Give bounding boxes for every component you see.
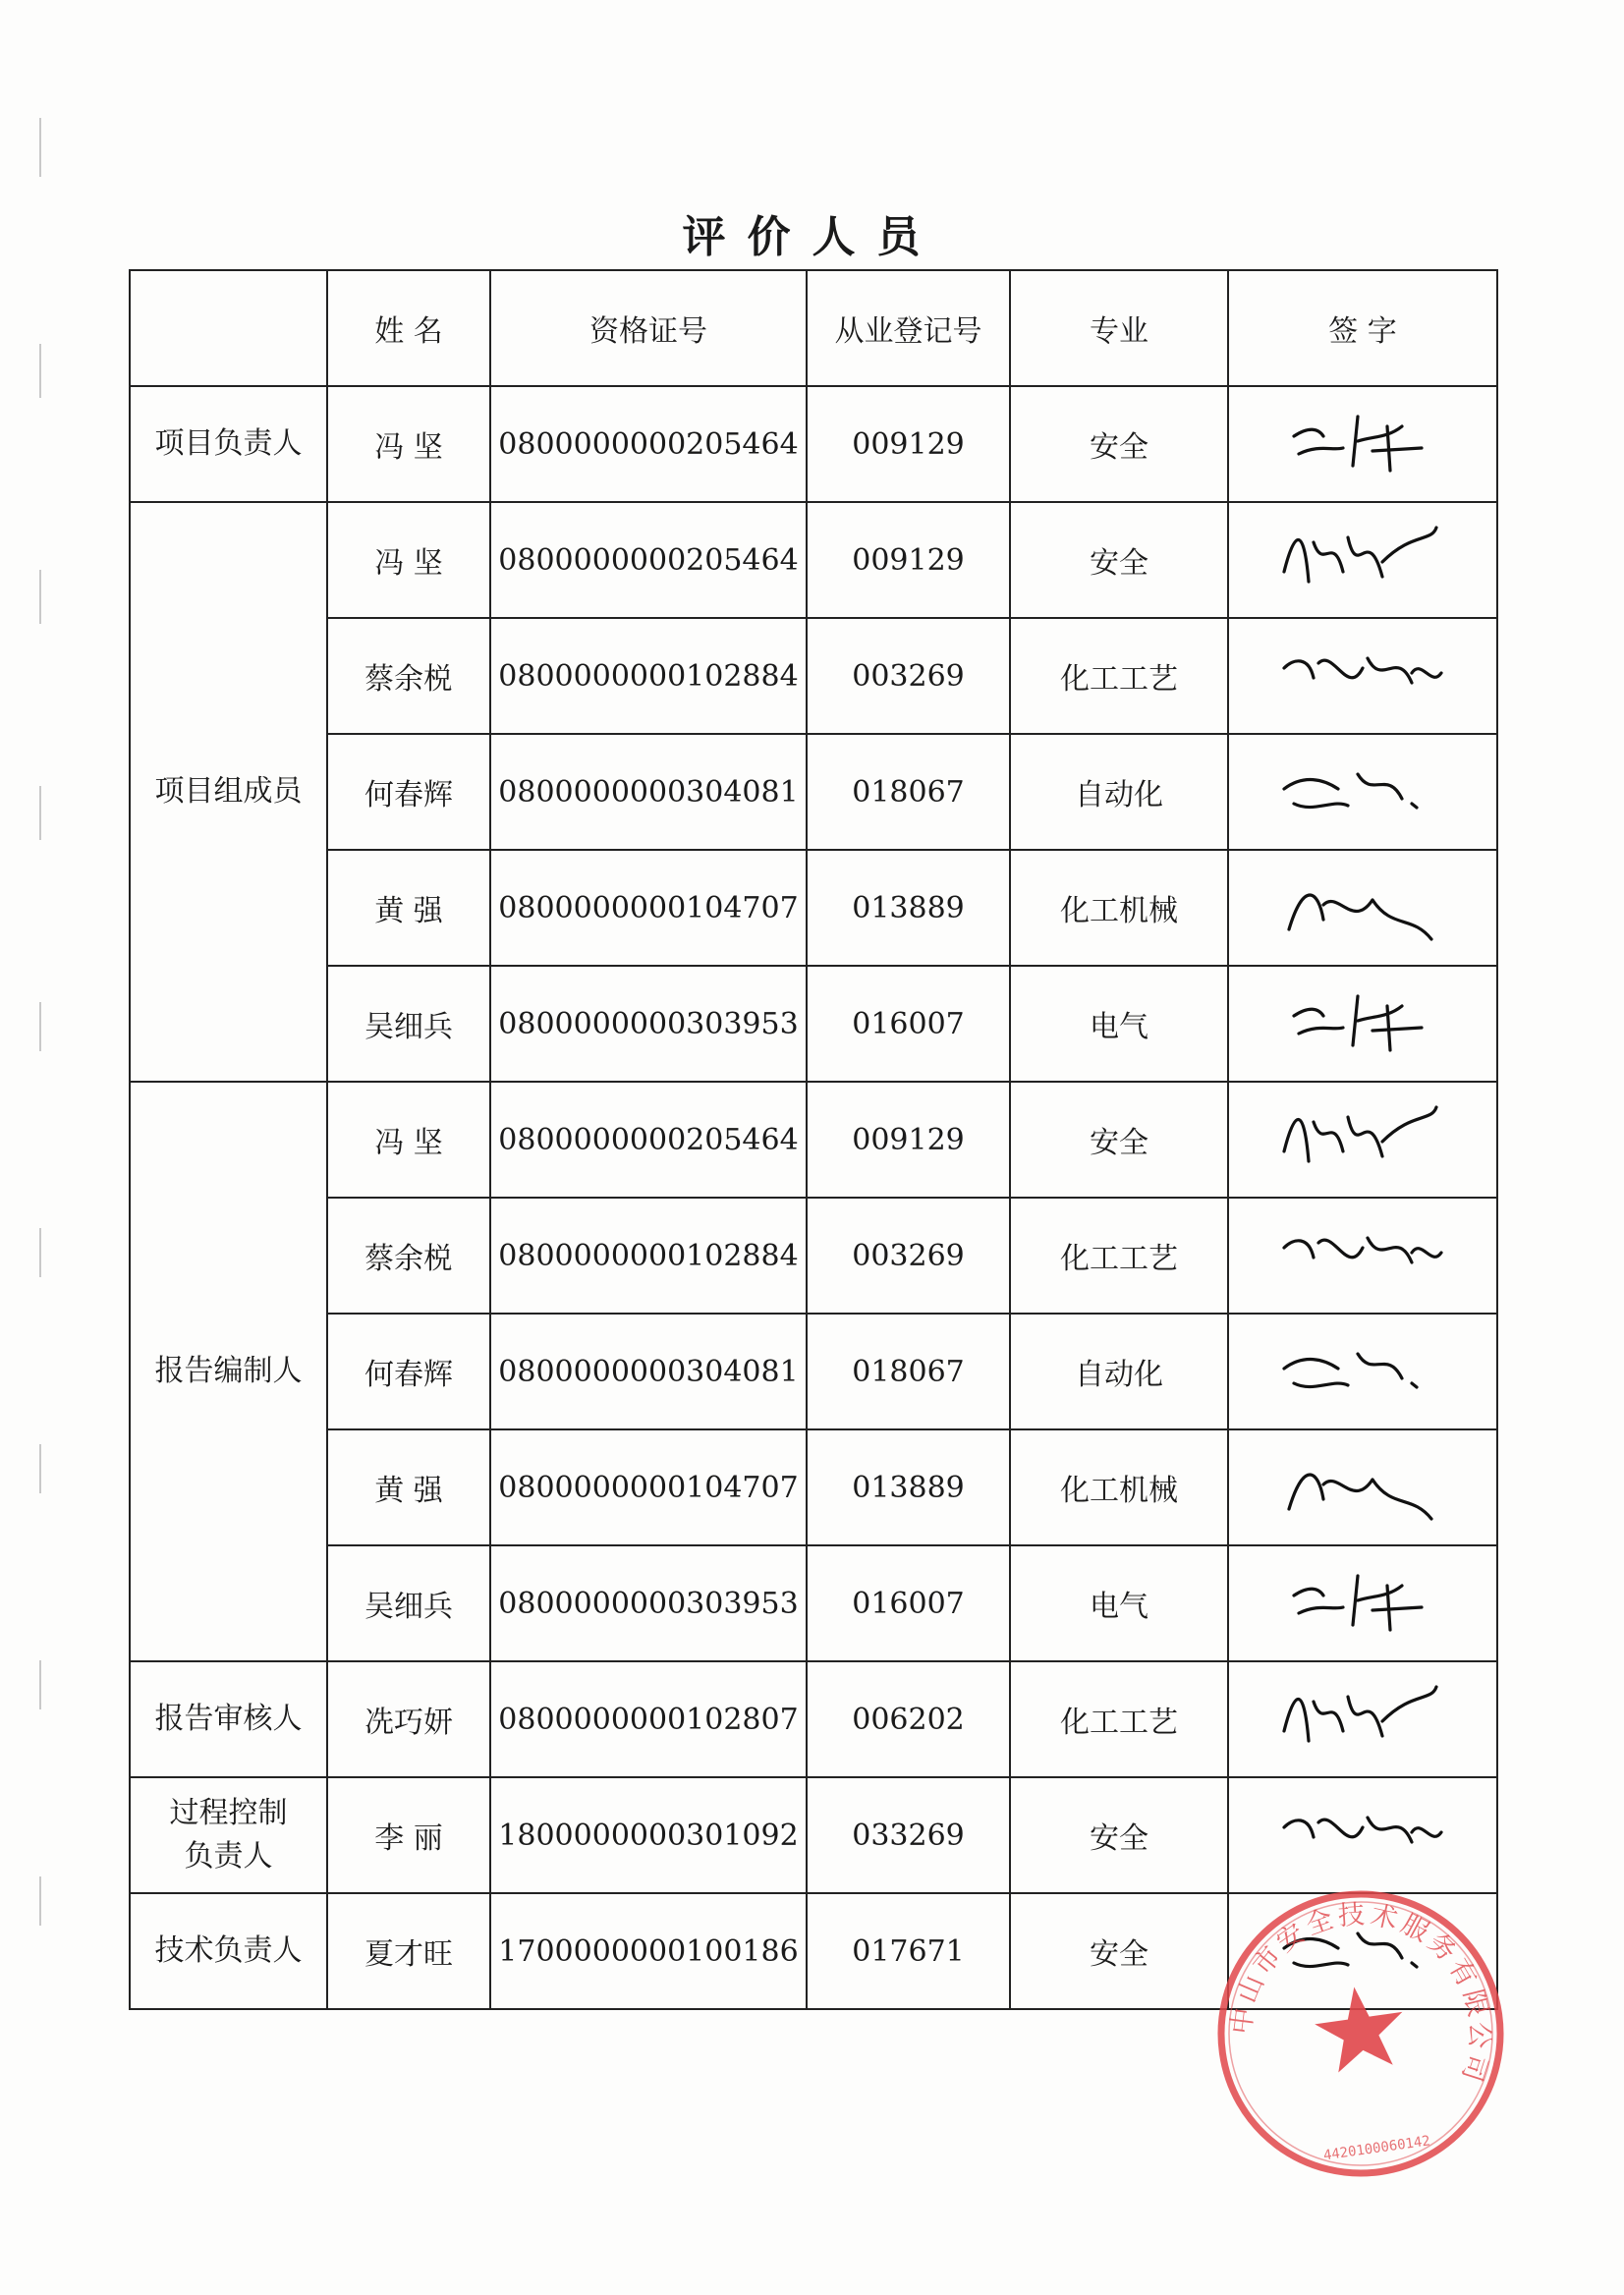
signature-cell bbox=[1228, 1082, 1497, 1198]
signature-stroke bbox=[1318, 660, 1363, 678]
handwritten-signature bbox=[1264, 1672, 1461, 1766]
signature-stroke bbox=[1348, 1697, 1382, 1736]
cert-number-cell: 0800000000205464 bbox=[490, 386, 807, 502]
signature-stroke bbox=[1314, 542, 1343, 572]
handwritten-signature bbox=[1264, 397, 1461, 491]
role-cell: 技术负责人 bbox=[130, 1893, 327, 2009]
name-cell: 夏才旺 bbox=[327, 1893, 490, 2009]
cert-number-cell: 1700000000100186 bbox=[490, 1893, 807, 2009]
seal-text: 中山市安全技术服务有限公司 bbox=[1226, 1899, 1495, 2089]
signature-stroke bbox=[1382, 1107, 1436, 1142]
role-cell: 项目组成员 bbox=[130, 502, 327, 1082]
handwritten-signature bbox=[1264, 1904, 1461, 1998]
signature-stroke bbox=[1284, 780, 1338, 789]
handwritten-signature bbox=[1264, 1440, 1461, 1535]
signature-stroke bbox=[1294, 1383, 1348, 1387]
signature-stroke bbox=[1299, 448, 1343, 454]
registration-number-cell: 017671 bbox=[807, 1893, 1010, 2009]
major-cell: 化工机械 bbox=[1010, 1429, 1228, 1545]
major-cell: 自动化 bbox=[1010, 1314, 1228, 1429]
name-cell: 蔡余棁 bbox=[327, 618, 490, 734]
signature-stroke bbox=[1358, 426, 1402, 441]
signature-stroke bbox=[1348, 537, 1382, 577]
major-cell: 安全 bbox=[1010, 1777, 1228, 1893]
registration-number-cell: 013889 bbox=[807, 850, 1010, 966]
scan-edge-mark bbox=[39, 344, 41, 398]
column-header bbox=[130, 270, 327, 386]
scan-edge-mark bbox=[39, 570, 41, 624]
signature-stroke bbox=[1294, 1963, 1348, 1967]
major-cell: 化工工艺 bbox=[1010, 1661, 1228, 1777]
major-cell: 自动化 bbox=[1010, 734, 1228, 850]
signature-stroke bbox=[1412, 669, 1441, 678]
cert-number-cell: 0800000000104707 bbox=[490, 850, 807, 966]
scan-edge-mark bbox=[39, 118, 41, 177]
signature-stroke bbox=[1358, 1933, 1402, 1958]
signature-stroke bbox=[1372, 1028, 1422, 1031]
name-cell: 黄 强 bbox=[327, 850, 490, 966]
role-cell: 报告审核人 bbox=[130, 1661, 327, 1777]
name-cell: 李 丽 bbox=[327, 1777, 490, 1893]
cert-number-cell: 0800000000102884 bbox=[490, 618, 807, 734]
signature-cell bbox=[1228, 966, 1497, 1082]
signature-stroke bbox=[1412, 1249, 1441, 1258]
scan-edge-mark bbox=[39, 1444, 41, 1493]
personnel-table bbox=[129, 269, 1498, 2010]
role-cell: 报告编制人 bbox=[130, 1082, 327, 1661]
registration-number-cell: 009129 bbox=[807, 1082, 1010, 1198]
name-cell: 吴细兵 bbox=[327, 1545, 490, 1661]
signature-stroke bbox=[1299, 1028, 1343, 1034]
signature-cell bbox=[1228, 386, 1497, 502]
table-row bbox=[130, 1314, 1497, 1429]
signature-stroke bbox=[1284, 1120, 1309, 1162]
major-cell: 化工机械 bbox=[1010, 850, 1228, 966]
header-row bbox=[130, 270, 1497, 386]
table-row bbox=[130, 502, 1497, 618]
major-cell: 安全 bbox=[1010, 386, 1228, 502]
table-row bbox=[130, 1429, 1497, 1545]
signature-stroke bbox=[1284, 1241, 1314, 1258]
major-cell: 安全 bbox=[1010, 502, 1228, 618]
signature-stroke bbox=[1412, 1828, 1441, 1837]
signature-stroke bbox=[1372, 448, 1422, 451]
table-row bbox=[130, 1545, 1497, 1661]
signature-stroke bbox=[1284, 661, 1314, 678]
name-cell: 冯 坚 bbox=[327, 386, 490, 502]
signature-stroke bbox=[1284, 1820, 1314, 1837]
signature-cell bbox=[1228, 850, 1497, 966]
cert-number-cell: 0800000000304081 bbox=[490, 1314, 807, 1429]
signature-stroke bbox=[1294, 804, 1348, 808]
cert-number-cell: 0800000000102884 bbox=[490, 1198, 807, 1314]
signature-stroke bbox=[1323, 1480, 1372, 1490]
major-cell: 电气 bbox=[1010, 966, 1228, 1082]
cert-number-cell: 0800000000102807 bbox=[490, 1661, 807, 1777]
column-header: 签 字 bbox=[1228, 270, 1497, 386]
signature-stroke bbox=[1299, 1607, 1343, 1613]
signature-stroke bbox=[1314, 1702, 1343, 1731]
scan-edge-mark bbox=[39, 786, 41, 840]
signature-stroke bbox=[1358, 1586, 1402, 1600]
name-cell: 何春辉 bbox=[327, 734, 490, 850]
signature-stroke bbox=[1358, 1354, 1402, 1378]
signature-cell bbox=[1228, 734, 1497, 850]
registration-number-cell: 003269 bbox=[807, 1198, 1010, 1314]
registration-number-cell: 006202 bbox=[807, 1661, 1010, 1777]
table-row bbox=[130, 966, 1497, 1082]
cert-number-cell: 0800000000304081 bbox=[490, 734, 807, 850]
signature-stroke bbox=[1314, 1122, 1343, 1151]
role-cell: 项目负责人 bbox=[130, 386, 327, 502]
table-row bbox=[130, 1893, 1497, 2009]
signature-cell bbox=[1228, 1893, 1497, 2009]
signature-stroke bbox=[1323, 900, 1372, 911]
role-cell bbox=[130, 1777, 327, 1893]
cert-number-cell: 0800000000303953 bbox=[490, 966, 807, 1082]
handwritten-signature bbox=[1264, 513, 1461, 607]
handwritten-signature bbox=[1264, 977, 1461, 1071]
table-row bbox=[130, 1661, 1497, 1777]
name-cell: 冼巧妍 bbox=[327, 1661, 490, 1777]
role-line: 负责人 bbox=[184, 1839, 273, 1874]
signature-stroke bbox=[1294, 1589, 1323, 1595]
column-header: 资格证号 bbox=[490, 270, 807, 386]
scan-edge-mark bbox=[39, 1660, 41, 1709]
name-cell: 何春辉 bbox=[327, 1314, 490, 1429]
signature-stroke bbox=[1289, 895, 1323, 929]
table-row bbox=[130, 1082, 1497, 1198]
signature-stroke bbox=[1294, 429, 1323, 436]
handwritten-signature bbox=[1264, 1788, 1461, 1882]
cert-number-cell: 0800000000205464 bbox=[490, 502, 807, 618]
page-title: 评价人员 bbox=[682, 212, 942, 262]
signature-stroke bbox=[1372, 900, 1431, 939]
registration-number-cell: 016007 bbox=[807, 1545, 1010, 1661]
signature-stroke bbox=[1372, 1607, 1422, 1610]
name-cell: 吴细兵 bbox=[327, 966, 490, 1082]
registration-number-cell: 013889 bbox=[807, 1429, 1010, 1545]
table-row bbox=[130, 1777, 1497, 1893]
handwritten-signature bbox=[1264, 1556, 1461, 1651]
signature-stroke bbox=[1284, 540, 1309, 583]
signature-stroke bbox=[1382, 528, 1436, 562]
registration-number-cell: 018067 bbox=[807, 1314, 1010, 1429]
signature-stroke bbox=[1412, 804, 1417, 808]
major-cell: 安全 bbox=[1010, 1893, 1228, 2009]
signature-stroke bbox=[1294, 1009, 1323, 1016]
signature-cell bbox=[1228, 1429, 1497, 1545]
column-header: 从业登记号 bbox=[807, 270, 1010, 386]
signature-stroke bbox=[1368, 1818, 1412, 1842]
signature-stroke bbox=[1284, 1360, 1338, 1369]
registration-number-cell: 009129 bbox=[807, 386, 1010, 502]
handwritten-signature bbox=[1264, 745, 1461, 839]
signature-stroke bbox=[1412, 1963, 1417, 1967]
name-cell: 蔡余棁 bbox=[327, 1198, 490, 1314]
major-cell: 电气 bbox=[1010, 1545, 1228, 1661]
signature-cell bbox=[1228, 1198, 1497, 1314]
signature-stroke bbox=[1348, 1117, 1382, 1156]
major-cell: 化工工艺 bbox=[1010, 618, 1228, 734]
handwritten-signature bbox=[1264, 1092, 1461, 1187]
signature-stroke bbox=[1358, 1006, 1402, 1021]
registration-number-cell: 009129 bbox=[807, 502, 1010, 618]
scan-edge-mark bbox=[39, 1002, 41, 1051]
handwritten-signature bbox=[1264, 1208, 1461, 1303]
signature-stroke bbox=[1358, 774, 1402, 799]
signature-stroke bbox=[1382, 1687, 1436, 1721]
name-cell: 冯 坚 bbox=[327, 1082, 490, 1198]
signature-cell bbox=[1228, 1314, 1497, 1429]
signature-stroke bbox=[1318, 1819, 1363, 1837]
handwritten-signature bbox=[1264, 861, 1461, 955]
signature-stroke bbox=[1318, 1240, 1363, 1258]
signature-stroke bbox=[1284, 1939, 1338, 1948]
cert-number-cell: 1800000000301092 bbox=[490, 1777, 807, 1893]
scan-edge-mark bbox=[39, 1876, 41, 1926]
table-row bbox=[130, 618, 1497, 734]
signature-stroke bbox=[1368, 658, 1412, 683]
table-row bbox=[130, 1198, 1497, 1314]
registration-number-cell: 018067 bbox=[807, 734, 1010, 850]
handwritten-signature bbox=[1264, 1324, 1461, 1419]
table-row bbox=[130, 386, 1497, 502]
seal-number: 4420100060142 bbox=[1322, 2133, 1431, 2164]
signature-cell bbox=[1228, 1545, 1497, 1661]
signature-stroke bbox=[1284, 1700, 1309, 1742]
table-row bbox=[130, 850, 1497, 966]
signature-cell bbox=[1228, 618, 1497, 734]
cert-number-cell: 0800000000303953 bbox=[490, 1545, 807, 1661]
signature-cell bbox=[1228, 1777, 1497, 1893]
major-cell: 化工工艺 bbox=[1010, 1198, 1228, 1314]
column-header: 专业 bbox=[1010, 270, 1228, 386]
handwritten-signature bbox=[1264, 629, 1461, 723]
name-cell: 黄 强 bbox=[327, 1429, 490, 1545]
major-cell: 安全 bbox=[1010, 1082, 1228, 1198]
role-line: 过程控制 bbox=[169, 1796, 288, 1830]
signature-cell bbox=[1228, 1661, 1497, 1777]
column-header: 姓 名 bbox=[327, 270, 490, 386]
signature-cell bbox=[1228, 502, 1497, 618]
cert-number-cell: 0800000000205464 bbox=[490, 1082, 807, 1198]
scan-edge-mark bbox=[39, 1228, 41, 1277]
name-cell: 冯 坚 bbox=[327, 502, 490, 618]
registration-number-cell: 003269 bbox=[807, 618, 1010, 734]
cert-number-cell: 0800000000104707 bbox=[490, 1429, 807, 1545]
signature-stroke bbox=[1289, 1475, 1323, 1509]
registration-number-cell: 033269 bbox=[807, 1777, 1010, 1893]
signature-stroke bbox=[1372, 1480, 1431, 1519]
table-row bbox=[130, 734, 1497, 850]
signature-stroke bbox=[1412, 1383, 1417, 1387]
signature-stroke bbox=[1368, 1238, 1412, 1262]
registration-number-cell: 016007 bbox=[807, 966, 1010, 1082]
